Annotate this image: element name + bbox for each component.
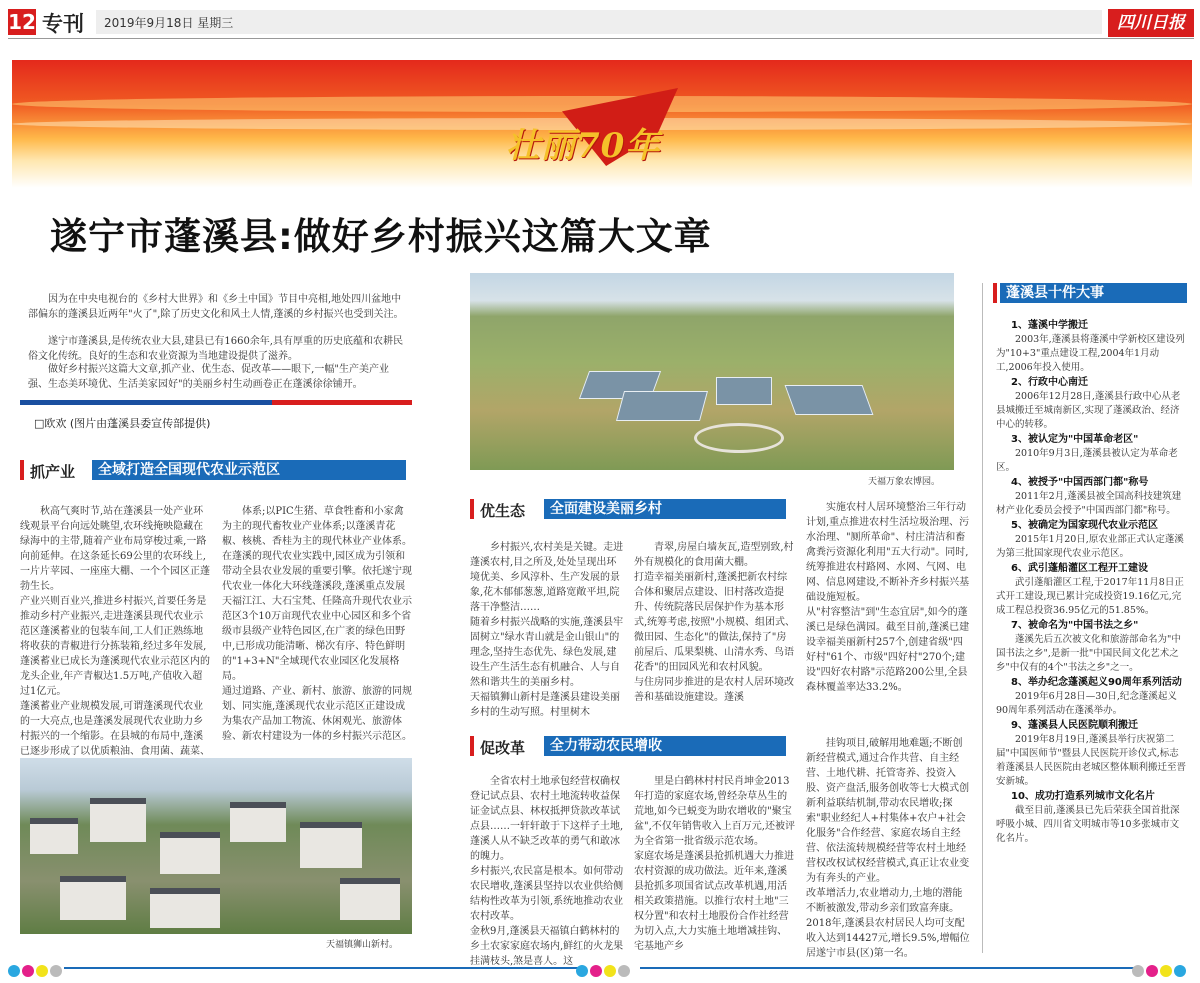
section-label: 抓产业 bbox=[30, 463, 76, 481]
event-body: 2015年1月20日,原农业部正式认定蓬溪为第三批国家现代农业示范区。 bbox=[996, 534, 1184, 559]
column-text: 体系;以PIC生猪、草食牲畜和小家禽为主的现代畜牧业产业体系;以蓬溪青花椒、核桃、香桂为主的现代林业产业体系。 在蓬溪的现代农业实践中,园区成为引领和带动全县农业发展的重要引擎。依托遂宁现代农业一体化大环线蓬溪段,蓬溪重点发展天福江江、大石宝梵、任隆高升现代农业示范区3个10万亩现代农业中心园区和多个省级市县级产业特色园区,在广袤的绿色田野中,已形成功能清晰、梯次有序、特色鲜明的"1+3+N"全域现代农业园区化发展格局。 通过道路、产业、新村、旅游、旅游的同规划、同实施,蓬溪现代农业示范区正建设成为集农产品加工物流、休闲观光、旅游体验、新农村建设为一体的乡村振兴示范区。 bbox=[222, 506, 412, 742]
event-title: 5、被确定为国家现代农业示范区 bbox=[1011, 520, 1158, 531]
photo-caption: 天福万象农博园。 bbox=[868, 477, 941, 487]
sidebar-event bbox=[996, 618, 1186, 675]
event-body: 2003年,蓬溪县将蓬溪中学新校区建设列为"10+3"重点建设工程,2004年1月动工,2006年投入使用。 bbox=[996, 334, 1185, 373]
farm-park-photo bbox=[470, 273, 954, 470]
article-column bbox=[634, 540, 796, 730]
sidebar-event bbox=[996, 675, 1186, 718]
column-text: 乡村振兴,农村美是关键。走进蓬溪农村,目之所及,处处呈现出环境优美、乡风淳朴、生产发展的景象,花木郁郁葱葱,道路宽敞平坦,院落干净整洁…… 随着乡村振兴战略的实施,蓬溪县牢固树立"绿水青山就是金山银山"的理念,坚持生态优先、绿色发展,建设生产生活生态有机融合、人与自然和谐共生的美丽乡村。 天福镇狮山新村是蓬溪县建设美丽乡村的生动写照。村里树木 bbox=[470, 542, 624, 718]
event-title: 8、举办纪念蓬溪起义90周年系列活动 bbox=[1011, 677, 1182, 688]
event-title: 9、蓬溪县人民医院顺利搬迁 bbox=[1011, 720, 1138, 731]
section-title: 全面建设美丽乡村 bbox=[544, 499, 786, 519]
section-label: 促改革 bbox=[480, 739, 526, 757]
column-text: 秋高气爽时节,站在蓬溪县一处产业环线观景平台向远处眺望,农环线掩映隐藏在绿海中的主带,随着产业布局穿梭过乘,一路向前延伸。在这条延长69公里的农环线上,一片片苹园、一座座大棚、一个个园区正蓬勃生长。 产业兴则百业兴,推进乡村振兴,首要任务是推动乡村产业振兴,走进蓬溪县现代农业示范区蓬溪蓄业的包装车间,工人们正熟练地将收获的青椒进行分拣装箱,经过多年发展,蓬溪蓄业已成长为蓬溪现代农业示范区内的龙头企业,年产青椒达1.5万吨,产值收入超过1亿元。 蓬溪蓄业产业规模发展,可谓蓬溪现代农业的一大亮点,也是蓬溪发展现代农业助力乡村振兴的一个缩影。在县城的布局中,蓬溪已逐步形成了以优质粮油、食用菌、蔬菜、 bbox=[20, 506, 210, 757]
village-photo bbox=[20, 758, 412, 934]
event-title: 4、被授予"中国西部门都"称号 bbox=[1011, 477, 1149, 488]
event-body: 截至目前,蓬溪县已先后荣获全国首批深呼吸小城、四川省文明城市等10多张城市文化名片。 bbox=[996, 805, 1180, 844]
column-text: 全省农村土地承包经营权确权登记试点县、农村土地流转收益保证金试点县、林权抵押贷款改革试点县……一轩轩敢于下这样子土地,蓬溪人从不缺乏改革的勇气和敢冰的魄力。 乡村振兴,农民富是根本。如何带动农民增收,蓬溪县坚持以农业供给侧结构性改革为引领,系统地推动农业农村改革。 金秋9月,蓬溪县天福镇白鹤林村的乡土农家家庭农场内,鲜红的火龙果挂满枝头,煞是喜人。这 bbox=[470, 776, 624, 967]
event-body: 2011年2月,蓬溪县被全国高科技建筑建材产业化委员会授予"中国西部门都"称号。 bbox=[996, 491, 1182, 516]
article-column bbox=[634, 774, 796, 950]
event-body: 蓬溪先后五次被文化和旅游部命名为"中国书法之乡",是新一批"中国民间文化艺术之乡"中仅有的4个"书法之乡"之一。 bbox=[996, 634, 1181, 673]
section-title: 全力带动农民增收 bbox=[544, 736, 786, 756]
newspaper-logo: 四川日报 bbox=[1108, 9, 1194, 37]
article-column bbox=[806, 736, 972, 959]
lead-paragraph-1: 因为在中央电视台的《乡村大世界》和《乡土中国》节目中亮相,地处四川盆地中部偏东的蓬溪县近两年"火了",除了历史文化和风土人情,蓬溪的乡村振兴也受到关注。 bbox=[28, 294, 404, 320]
byline: □欧欢 (图片由蓬溪县委宣传部提供) bbox=[34, 417, 211, 430]
event-body: 武引蓬船灌区工程,于2017年11月8日正式开工建设,现已累计完成投资19.16亿元,完成工程总投资36.95亿元的51.85%。 bbox=[996, 577, 1184, 616]
column-divider bbox=[982, 283, 983, 953]
column-text: 青翠,房屋白墙灰瓦,造型别致,村外有规模化的食用菌大棚。 打造幸福美丽新村,蓬溪把新农村综合体和聚居点建设、旧村落改造提升、传统院落民居保护作为基本形式,统筹考虑,按照"小规模、组团式、微田园、生态化"的做法,保持了"房前屋后、瓜果梨桃、山清水秀、鸟语花香"的田园风光和农村风貌。 与住房同步推进的是农村人居环境改善和基础设施建设。蓬溪 bbox=[634, 542, 795, 703]
event-body: 2010年9月3日,蓬溪县被认定为革命老区。 bbox=[996, 448, 1178, 473]
sidebar-event-list bbox=[996, 318, 1186, 846]
sidebar-event bbox=[996, 718, 1186, 789]
event-body: 2019年8月19日,蓬溪县举行庆祝第二届"中国医师节"暨县人民医院开诊仪式,标志着蓬溪县人民医院由老城区整体顺利搬迁至晋安新城。 bbox=[996, 734, 1187, 787]
lead-rule bbox=[20, 400, 412, 405]
sidebar-event bbox=[996, 789, 1186, 846]
article-column bbox=[20, 504, 210, 757]
event-title: 10、成功打造系列城市文化名片 bbox=[1011, 791, 1155, 802]
sidebar-event bbox=[996, 518, 1186, 561]
header-bar bbox=[96, 10, 1102, 34]
article-column bbox=[470, 540, 624, 730]
section-head-ecology bbox=[470, 499, 786, 519]
photo-caption: 天福镇狮山新村。 bbox=[326, 940, 399, 950]
section-label: 优生态 bbox=[480, 502, 526, 520]
sidebar-event bbox=[996, 432, 1186, 475]
issue-date: 2019年9月18日 星期三 bbox=[104, 16, 234, 30]
event-title: 7、被命名为"中国书法之乡" bbox=[1011, 620, 1139, 631]
section-name: 专刊 bbox=[42, 12, 84, 36]
sidebar-event bbox=[996, 475, 1186, 518]
article-column bbox=[222, 504, 412, 750]
banner-slogan: 壮丽70年 bbox=[506, 126, 661, 166]
lead-paragraph-3: 做好乡村振兴这篇大文章,抓产业、优生态、促改革——眼下,一幅"生产美产业强、生态美环境优、生活美家园好"的美丽乡村生动画卷正在蓬溪徐徐铺开。 bbox=[28, 364, 389, 390]
section-head-reform bbox=[470, 736, 786, 756]
event-title: 6、武引蓬船灌区工程开工建设 bbox=[1011, 563, 1148, 574]
page-number: 12 bbox=[8, 10, 36, 34]
sidebar-event bbox=[996, 561, 1186, 618]
sidebar-event bbox=[996, 318, 1186, 375]
lead-paragraph-2: 遂宁市蓬溪县,是传统农业大县,建县已有1660余年,具有厚重的历史底蕴和农耕民俗文化传统。良好的生态和农业资源为当地建设提供了滋养。 bbox=[28, 336, 403, 362]
article-column bbox=[470, 774, 624, 967]
event-title: 3、被认定为"中国革命老区" bbox=[1011, 434, 1139, 445]
event-body: 2006年12月28日,蓬溪县行政中心从老县城搬迁至城南新区,实现了蓬溪政治、经济中心的转移。 bbox=[996, 391, 1181, 430]
sidebar-event bbox=[996, 375, 1186, 432]
section-head-industry bbox=[20, 460, 406, 480]
event-title: 2、行政中心南迁 bbox=[1011, 377, 1088, 388]
sidebar-header bbox=[993, 283, 1187, 303]
column-text: 里是白鹤林村村民肖坤金2013年打造的家庭农场,曾经杂草丛生的荒地,如今已蜕变为助农增收的"聚宝盆",不仅年销售收入上百万元,还被评为全省第一批省级示范农场。 家庭农场是蓬溪县抢抓机遇大力推进农村资源的成功做法。近年来,蓬溪县抢抓多项国省试点改革机遇,用活相关政策措施。以推行农村土地"三权分置"和农村土地股份合作社经营为切入点,大力实施土地增减挂钩、宅基地产乡 bbox=[634, 776, 795, 952]
sidebar-title: 蓬溪县十件大事 bbox=[1000, 283, 1187, 303]
print-registration-strip bbox=[8, 960, 1194, 976]
headline: 遂宁市蓬溪县:做好乡村振兴这篇大文章 bbox=[50, 215, 712, 258]
header-divider bbox=[8, 38, 1194, 39]
event-title: 1、蓬溪中学搬迁 bbox=[1011, 320, 1088, 331]
event-body: 2019年6月28日—30日,纪念蓬溪起义90周年系列活动在蓬溪举办。 bbox=[996, 691, 1177, 716]
section-title: 全域打造全国现代农业示范区 bbox=[92, 460, 406, 480]
column-text: 挂钩项目,破解用地难题;不断创新经营模式,通过合作共营、自主经营、土地代耕、托管寄养、投资入股、资产盘活,服务创收等七大模式创新利益联结机制,带动农民增收;探索"职业经纪人+村集体+农户+社会化服务"合作经营、家庭农场自主经营、依法流转规模经营等农村土地经营权改权试权经营模式,真正让农业变为有奔头的产业。 改革增活力,农业增动力,土地的潜能不断被激发,带动乡亲们致富奔康。2018年,蓬溪县农村居民人均可支配收入达到14427元,增长9.5%,增幅位居遂宁市县(区)第一名。 bbox=[806, 738, 970, 959]
article-column bbox=[806, 500, 972, 730]
column-text: 实施农村人居环境整治三年行动计划,重点推进农村生活垃圾治理、污水治理、"厕所革命"、村庄清洁和畜禽粪污资源化利用"五大行动"。同时,统筹推进农村路网、水网、气网、电网、信息网建设,不断补齐乡村振兴基础设施短板。 从"村容整洁"到"生态宜居",如今的蓬溪已是绿色满园。截至目前,蓬溪已建设幸福美丽新村257个,创建省级"四好村"61个、市级"四好村"270个;建设"四好农村路"示范路200公里,全县森林覆盖率达33.2%。 bbox=[806, 502, 970, 693]
